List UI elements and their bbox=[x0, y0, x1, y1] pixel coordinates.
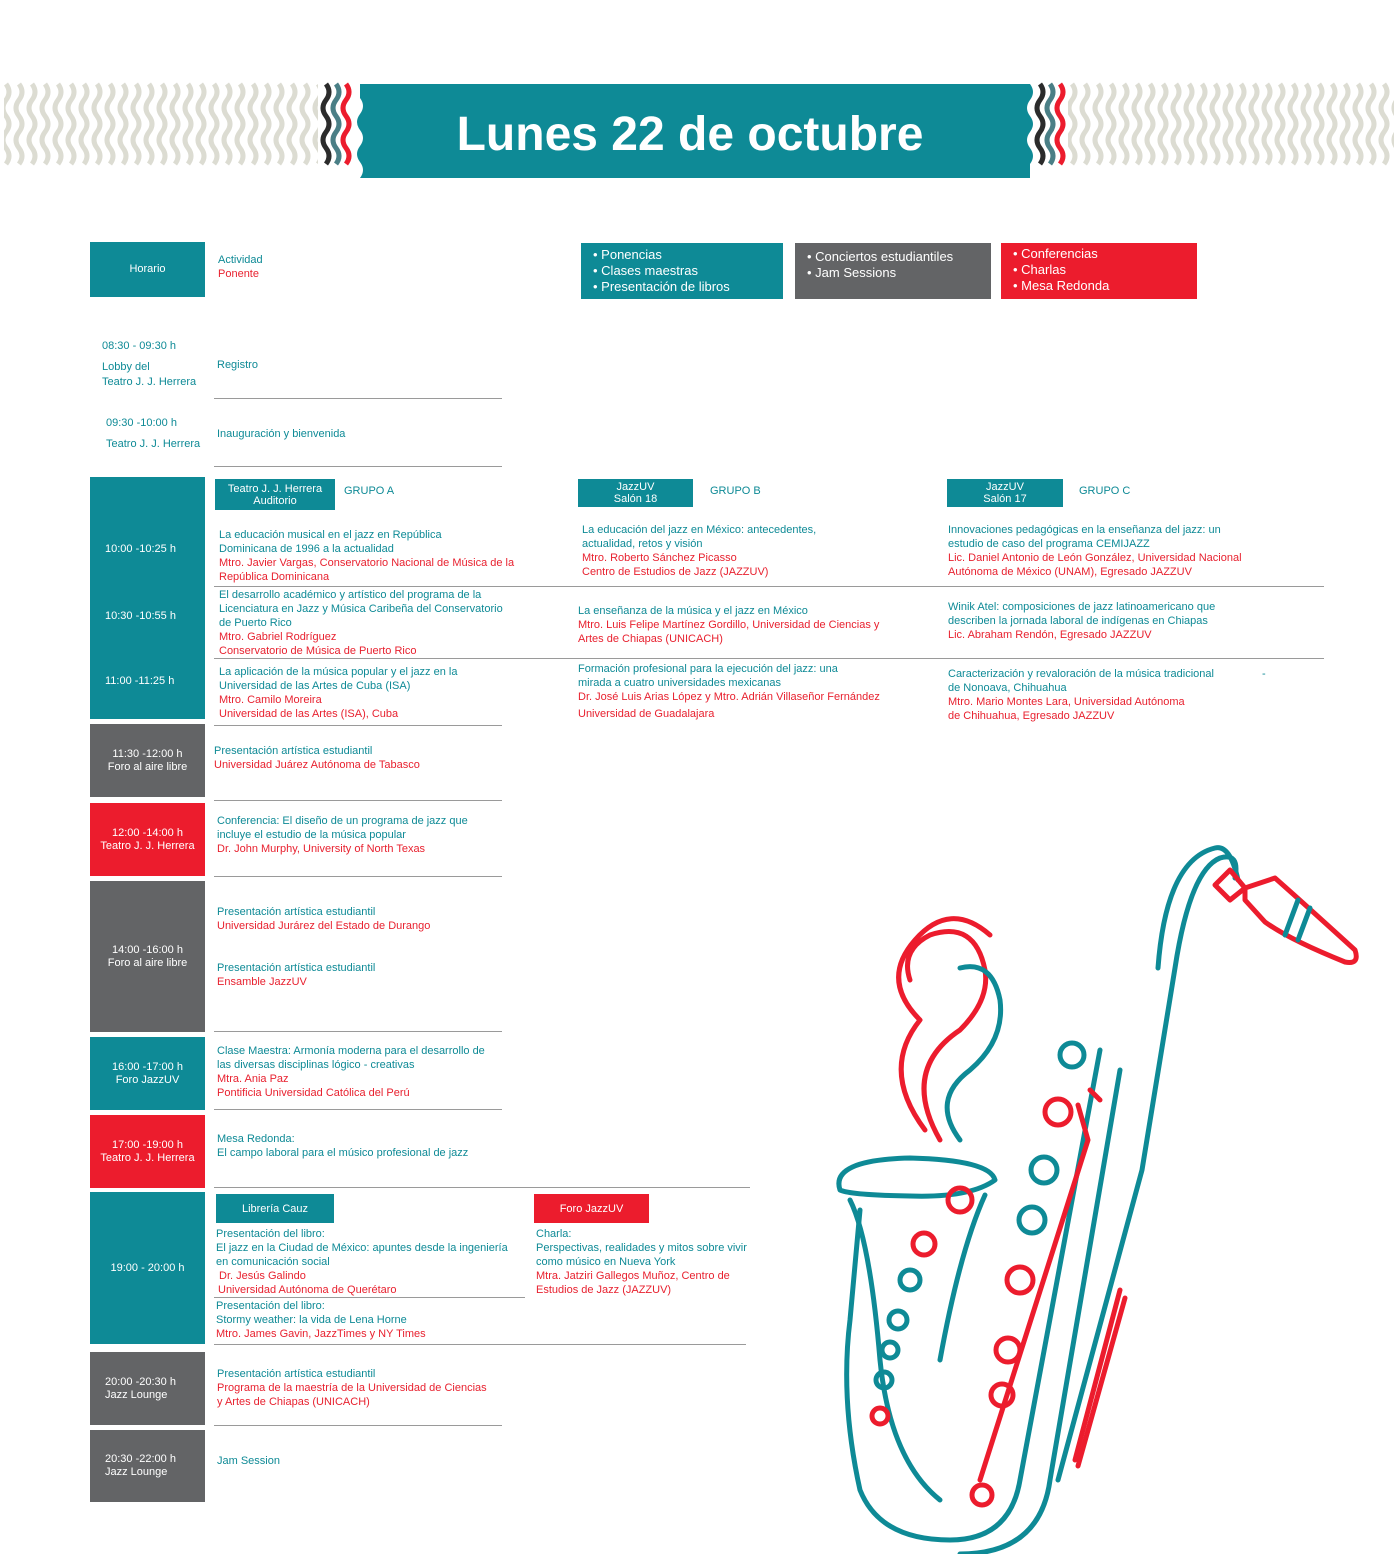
session-conferencia bbox=[217, 814, 468, 856]
ponente-header: Ponente bbox=[218, 268, 259, 280]
session-speaker: Mtra. Ania Paz bbox=[217, 1073, 289, 1085]
session-speaker: Universidad de Guadalajara bbox=[578, 708, 715, 720]
group-c-label: GRUPO C bbox=[1079, 485, 1131, 497]
registro-place: Teatro J. J. Herrera bbox=[102, 376, 197, 388]
inaug-time: 09:30 -10:00 h bbox=[106, 417, 177, 429]
session-title: Presentación artística estudiantil bbox=[214, 745, 373, 757]
slot-place: Teatro J. J. Herrera bbox=[100, 1151, 195, 1164]
session-clase-maestra bbox=[217, 1044, 485, 1100]
time-block bbox=[90, 1352, 205, 1425]
legend-item: • Mesa Redonda bbox=[1013, 278, 1110, 293]
session-a3 bbox=[219, 665, 457, 721]
legend-item: • Clases maestras bbox=[593, 263, 698, 278]
session-libro-1 bbox=[216, 1227, 508, 1297]
session-title: Presentación del libro: bbox=[216, 1300, 325, 1312]
session-speaker: Autónoma de México (UNAM), Egresado JAZZUV bbox=[948, 566, 1192, 578]
legend-teal bbox=[581, 243, 783, 299]
session-title: estudio de caso del programa CEMIJAZZ bbox=[948, 538, 1150, 550]
slot-time: 16:00 -17:00 h bbox=[112, 1060, 183, 1073]
session-title: Charla: bbox=[536, 1228, 572, 1240]
legend-item: • Conciertos estudiantiles bbox=[807, 249, 954, 264]
venue-name: Foro JazzUV bbox=[559, 1202, 624, 1215]
session-speaker: Artes de Chiapas (UNICACH) bbox=[578, 633, 723, 645]
divider bbox=[214, 1109, 502, 1110]
session-title: las diversas disciplinas lógico - creativas bbox=[217, 1059, 415, 1071]
divider bbox=[214, 876, 502, 877]
slot-place: Foro al aire libre bbox=[107, 956, 188, 969]
slot-place: Teatro J. J. Herrera bbox=[100, 839, 195, 852]
slot-time: 11:00 -11:25 h bbox=[105, 675, 175, 687]
divider bbox=[214, 466, 502, 467]
divider bbox=[214, 725, 502, 726]
session-speaker: Mtro. Roberto Sánchez Picasso bbox=[582, 552, 737, 564]
horario-header bbox=[90, 242, 205, 297]
divider bbox=[214, 800, 502, 801]
session-title: Dominicana de 1996 a la actualidad bbox=[219, 543, 394, 555]
actividad-header: Actividad bbox=[218, 254, 263, 266]
saxophone-illustration bbox=[820, 840, 1380, 1554]
session-speaker: Mtro. James Gavin, JazzTimes y NY Times bbox=[216, 1328, 426, 1340]
inaug-place: Teatro J. J. Herrera bbox=[106, 438, 201, 450]
session-speaker: Mtro. Gabriel Rodríguez bbox=[219, 631, 337, 643]
legend-item: • Jam Sessions bbox=[807, 265, 897, 280]
session-c2 bbox=[948, 600, 1215, 642]
dash-mark: - bbox=[1262, 668, 1266, 680]
horario-label: Horario bbox=[129, 263, 166, 275]
session-speaker: República Dominicana bbox=[219, 571, 330, 583]
time-block bbox=[90, 1115, 205, 1188]
session-speaker: Lic. Daniel Antonio de León González, Universidad Nacional bbox=[948, 552, 1242, 564]
session-speaker: Estudios de Jazz (JAZZUV) bbox=[536, 1284, 672, 1296]
session-title: La aplicación de la música popular y el jazz en la bbox=[219, 666, 458, 678]
session-title: El jazz en la Ciudad de México: apuntes desde la ingeniería bbox=[216, 1242, 508, 1254]
session-title: Presentación artística estudiantil bbox=[217, 962, 376, 974]
session-speaker: de Chihuahua, Egresado JAZZUV bbox=[948, 710, 1115, 722]
divider bbox=[214, 1425, 502, 1426]
session-tabasco bbox=[214, 744, 420, 772]
venue-sub: Auditorio bbox=[253, 494, 297, 507]
session-speaker: Mtro. Javier Vargas, Conservatorio Nacional de Música de la bbox=[219, 557, 515, 569]
session-speaker: Universidad de las Artes (ISA), Cuba bbox=[219, 708, 399, 720]
session-speaker: Mtro. Luis Felipe Martínez Gordillo, Universidad de Ciencias y bbox=[578, 619, 880, 631]
time-block bbox=[90, 1192, 205, 1344]
session-title: mirada a cuatro universidades mexicanas bbox=[578, 677, 781, 689]
legend-item: • Ponencias bbox=[593, 247, 662, 262]
divider bbox=[214, 1297, 525, 1298]
session-ensamble bbox=[217, 961, 375, 989]
session-title: Universidad de las Artes de Cuba (ISA) bbox=[219, 680, 411, 692]
group-a-label: GRUPO A bbox=[344, 485, 395, 497]
session-speaker: Mtro. Camilo Moreira bbox=[219, 694, 322, 706]
venue-name: JazzUV bbox=[986, 481, 1024, 493]
session-speaker: Universidad Jurárez del Estado de Durango bbox=[217, 920, 431, 932]
session-unicach bbox=[217, 1367, 487, 1409]
legend-gray bbox=[795, 243, 991, 299]
session-speaker: Dr. Jesús Galindo bbox=[216, 1270, 306, 1282]
session-speaker: Dr. José Luis Arias López y Mtro. Adrián Villaseñor Fernández bbox=[578, 691, 880, 703]
session-title: Perspectivas, realidades y mitos sobre vivir bbox=[536, 1242, 747, 1254]
slot-place: Foro al aire libre bbox=[107, 760, 188, 773]
venue-name: Librería Cauz bbox=[241, 1202, 309, 1215]
registro-activity: Registro bbox=[217, 359, 258, 371]
slot-time: 19:00 - 20:00 h bbox=[110, 1261, 185, 1274]
divider bbox=[214, 1031, 502, 1032]
divider bbox=[214, 658, 1324, 659]
session-mesa bbox=[217, 1132, 468, 1160]
session-speaker: Lic. Abraham Rendón, Egresado JAZZUV bbox=[948, 629, 1152, 641]
slot-time: 10:00 -10:25 h bbox=[105, 543, 176, 555]
slot-time: 11:30 -12:00 h bbox=[112, 747, 183, 760]
group-b-label: GRUPO B bbox=[710, 485, 761, 497]
session-jam: Jam Session bbox=[217, 1455, 280, 1467]
session-c3 bbox=[948, 667, 1214, 723]
session-b2 bbox=[578, 604, 879, 646]
legend-red bbox=[1001, 243, 1197, 299]
time-block bbox=[90, 881, 205, 1032]
slot-place: Jazz Lounge bbox=[105, 1388, 168, 1401]
session-title: en comunicación social bbox=[216, 1256, 330, 1268]
session-title: Winik Atel: composiciones de jazz latinoamericano que bbox=[948, 601, 1216, 613]
session-durango bbox=[217, 905, 430, 933]
slot-time: 20:00 -20:30 h bbox=[105, 1375, 176, 1388]
session-speaker: Programa de la maestría de la Universidad de Ciencias bbox=[217, 1382, 487, 1394]
slot-time: 17:00 -19:00 h bbox=[112, 1138, 183, 1151]
session-charla bbox=[536, 1227, 747, 1297]
session-title: Caracterización y revaloración de la música tradicional bbox=[948, 668, 1214, 680]
session-speaker: Dr. John Murphy, University of North Texas bbox=[217, 843, 426, 855]
legend-item: • Presentación de libros bbox=[593, 279, 730, 294]
time-block bbox=[90, 724, 205, 797]
venue-sub: Salón 18 bbox=[613, 493, 658, 505]
session-title: de Nonoava, Chihuahua bbox=[948, 682, 1067, 694]
session-a2 bbox=[219, 588, 503, 658]
session-title: actualidad, retos y visión bbox=[582, 538, 703, 550]
inaug-activity: Inauguración y bienvenida bbox=[217, 428, 346, 440]
slot-time: 12:00 -14:00 h bbox=[112, 826, 183, 839]
slot-time: 20:30 -22:00 h bbox=[105, 1453, 176, 1465]
time-block bbox=[90, 1430, 205, 1502]
venue-name: JazzUV bbox=[616, 481, 655, 493]
venue-tag-foro bbox=[534, 1194, 649, 1223]
session-title: describen la jornada laboral de indígenas en Chiapas bbox=[948, 615, 1208, 627]
venue-sub: Salón 17 bbox=[983, 493, 1027, 505]
venue-tag-libreria bbox=[216, 1194, 334, 1223]
venue-name: Teatro J. J. Herrera bbox=[227, 482, 323, 495]
session-b1 bbox=[582, 523, 816, 579]
session-title: Innovaciones pedagógicas en la enseñanza del jazz: un bbox=[948, 524, 1221, 536]
divider bbox=[214, 1187, 750, 1188]
session-title: La educación musical en el jazz en República bbox=[219, 529, 442, 541]
session-speaker: Centro de Estudios de Jazz (JAZZUV) bbox=[582, 566, 769, 578]
divider bbox=[214, 1344, 746, 1345]
divider bbox=[214, 586, 1324, 587]
session-title: Formación profesional para la ejecución del jazz: una bbox=[578, 663, 838, 675]
session-title: de Puerto Rico bbox=[219, 617, 292, 629]
slot-place: Jazz Lounge bbox=[105, 1466, 168, 1478]
divider bbox=[214, 398, 502, 399]
session-speaker: Universidad Autónoma de Querétaro bbox=[218, 1284, 397, 1296]
session-speaker: Pontificia Universidad Católica del Perú bbox=[217, 1087, 410, 1099]
session-title: como músico en Nueva York bbox=[536, 1256, 676, 1268]
time-block bbox=[90, 803, 205, 876]
registro-time: 08:30 - 09:30 h bbox=[102, 340, 177, 352]
venue-tag-group-c bbox=[947, 479, 1063, 507]
session-title: La enseñanza de la música y el jazz en México bbox=[578, 605, 808, 617]
session-title: incluye el estudio de la música popular bbox=[217, 829, 406, 841]
session-title: El desarrollo académico y artístico del programa de la bbox=[219, 589, 482, 601]
session-speaker: Universidad Juárez Autónoma de Tabasco bbox=[214, 759, 420, 771]
time-block bbox=[90, 1037, 205, 1110]
session-title: El campo laboral para el músico profesional de jazz bbox=[217, 1147, 469, 1159]
slot-time: 10:30 -10:55 h bbox=[105, 610, 176, 622]
session-title: La educación del jazz en México: antecedentes, bbox=[582, 524, 817, 536]
session-libro-2 bbox=[216, 1299, 426, 1341]
slot-place: Foro JazzUV bbox=[115, 1073, 180, 1086]
session-speaker: Conservatorio de Música de Puerto Rico bbox=[219, 645, 417, 657]
venue-tag-group-b bbox=[578, 479, 693, 507]
registro-place: Lobby del bbox=[102, 361, 150, 373]
session-c1 bbox=[948, 523, 1242, 579]
session-title: Licenciatura en Jazz y Música Caribeña del Conservatorio bbox=[219, 603, 503, 615]
session-a1 bbox=[219, 528, 514, 584]
slot-time: 14:00 -16:00 h bbox=[112, 943, 183, 956]
session-title: Conferencia: El diseño de un programa de jazz que bbox=[217, 815, 468, 827]
venue-tag-group-a bbox=[215, 479, 335, 510]
session-b3 bbox=[578, 662, 880, 721]
session-title: Presentación del libro: bbox=[216, 1228, 325, 1240]
legend-item: • Conferencias bbox=[1013, 246, 1098, 261]
session-speaker: Mtra. Jatziri Gallegos Muñoz, Centro de bbox=[536, 1270, 730, 1282]
page-title: Lunes 22 de octubre bbox=[456, 108, 924, 161]
session-title: Presentación artística estudiantil bbox=[217, 1368, 376, 1380]
session-title: Stormy weather: la vida de Lena Horne bbox=[216, 1314, 407, 1326]
session-speaker: y Artes de Chiapas (UNICACH) bbox=[217, 1396, 370, 1408]
session-title: Presentación artística estudiantil bbox=[217, 906, 376, 918]
session-title: Clase Maestra: Armonía moderna para el desarrollo de bbox=[217, 1045, 485, 1057]
session-speaker: Ensamble JazzUV bbox=[217, 976, 307, 988]
legend-item: • Charlas bbox=[1013, 262, 1066, 277]
session-title: Mesa Redonda: bbox=[217, 1133, 295, 1145]
session-speaker: Mtro. Mario Montes Lara, Universidad Autónoma bbox=[948, 696, 1185, 708]
